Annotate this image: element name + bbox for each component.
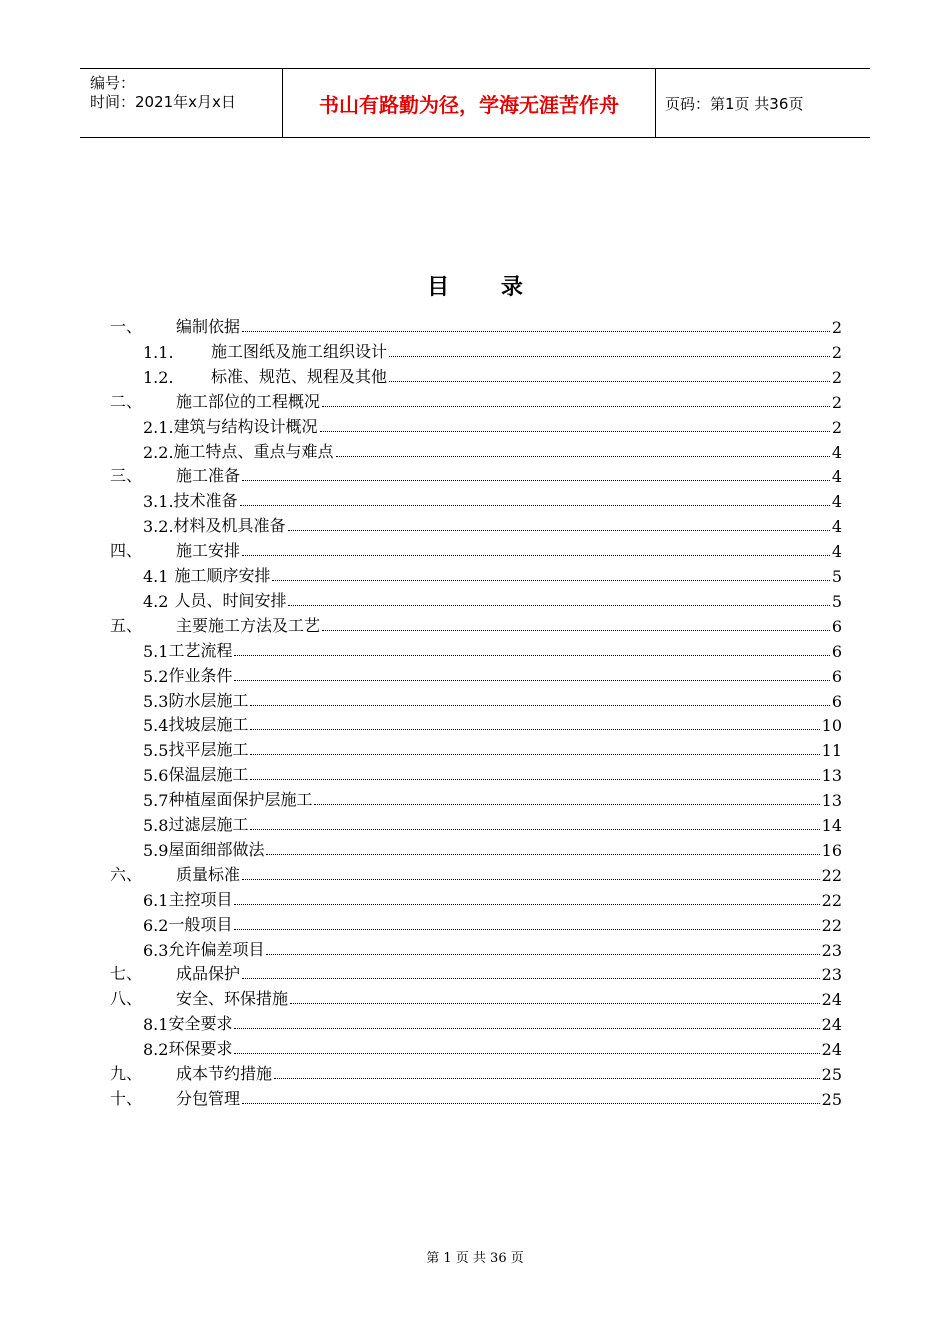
toc-entry[interactable] <box>143 586 842 611</box>
toc-entry-number: 九、 <box>110 1064 143 1083</box>
toc-entry-page: 10 <box>821 716 842 736</box>
toc-entry-number: 4.1 <box>143 567 169 586</box>
toc-entry-number: 1.2. <box>143 367 174 387</box>
toc-entry[interactable] <box>110 959 842 984</box>
toc-entry-number: 5.3 <box>143 691 169 711</box>
toc-leader-dots <box>242 1103 820 1104</box>
toc-entry-page: 24 <box>821 990 842 1010</box>
toc-entry-number: 6.2 <box>143 915 169 935</box>
toc-entry-title: 施工特点、重点与难点 <box>173 441 334 461</box>
toc-leader-dots <box>314 804 819 805</box>
toc-leader-dots <box>290 1003 820 1004</box>
toc-entry-title: 成品保护 <box>176 964 241 984</box>
toc-entry-number: 8.2 <box>143 1040 169 1060</box>
toc-entry-page: 25 <box>821 1065 842 1084</box>
toc-entry-number: 六、 <box>110 864 143 884</box>
time-label: 时间：2021年x月x日 <box>90 93 236 111</box>
toc-entry[interactable] <box>143 885 842 910</box>
toc-leader-dots <box>322 406 830 407</box>
code-label: 编号： <box>90 74 136 92</box>
toc-entry-title: 建筑与结构设计概况 <box>173 416 318 436</box>
toc-leader-dots <box>234 1028 819 1029</box>
toc-entry[interactable] <box>143 1009 842 1034</box>
toc-entry[interactable] <box>143 337 842 362</box>
toc-entry-title: 主控项目 <box>168 889 233 909</box>
toc-entry-title: 允许偏差项目 <box>168 939 265 959</box>
toc-entry-number: 5.2 <box>143 666 169 686</box>
toc-entry-number: 1.1. <box>143 342 174 362</box>
toc-leader-dots <box>242 879 820 880</box>
toc-entry-number: 3.1. <box>143 492 174 512</box>
toc-entry-number: 8.1 <box>143 1015 169 1035</box>
toc-entry-title: 质量标准 <box>176 864 241 884</box>
toc-leader-dots <box>288 530 830 531</box>
toc-leader-dots <box>272 580 829 581</box>
toc-entry-title: 施工图纸及施工组织设计 <box>211 341 388 361</box>
toc-entry-number: 七、 <box>110 964 143 984</box>
toc-entry-page: 4 <box>831 542 842 562</box>
toc-entry-title: 施工部位的工程概况 <box>176 391 321 411</box>
toc-entry-page: 5 <box>831 567 842 586</box>
toc-leader-dots <box>242 555 830 556</box>
toc-entry-page: 6 <box>831 666 842 686</box>
toc-entry-number: 5.5 <box>143 741 169 761</box>
toc-entry[interactable] <box>110 461 842 486</box>
toc-entry[interactable] <box>143 935 842 960</box>
toc-entry-page: 22 <box>821 865 842 885</box>
toc-leader-dots <box>250 754 819 755</box>
toc-leader-dots <box>288 605 829 606</box>
toc-leader-dots <box>242 480 830 481</box>
toc-entry-page: 2 <box>831 417 842 437</box>
toc-entry-number: 五、 <box>110 615 143 635</box>
toc-entry[interactable] <box>143 511 842 536</box>
toc-entry[interactable] <box>110 1059 842 1084</box>
toc-entry-number: 四、 <box>110 541 143 561</box>
toc-entry-number: 十、 <box>110 1088 143 1108</box>
toc-entry-page: 2 <box>831 318 842 337</box>
toc-entry-number: 5.6 <box>143 766 169 786</box>
toc-leader-dots <box>250 779 819 780</box>
page-info-text: 页码：第1页 共36页 <box>665 94 804 113</box>
toc-entry-page: 4 <box>831 467 842 487</box>
toc-entry-page: 2 <box>831 392 842 412</box>
toc-entry[interactable] <box>143 785 842 810</box>
toc-entry-page: 23 <box>821 940 842 960</box>
toc-entry-title: 工艺流程 <box>168 640 233 660</box>
toc-entry-number: 5.8 <box>143 816 169 835</box>
toc-entry-number: 二、 <box>110 391 143 411</box>
toc-entry-page: 16 <box>821 840 842 860</box>
toc-entry-title: 种植屋面保护层施工 <box>168 790 313 810</box>
toc-entry[interactable] <box>110 536 842 561</box>
toc-leader-dots <box>242 331 830 332</box>
toc-entry[interactable] <box>143 835 842 860</box>
toc-entry-number: 三、 <box>110 466 143 486</box>
toc-entry-title: 人员、时间安排 <box>174 590 287 610</box>
toc-leader-dots <box>242 978 820 979</box>
toc-title: 目 录 <box>427 274 545 300</box>
toc-entry[interactable] <box>143 661 842 686</box>
page-footer: 第 1 页 共 36 页 <box>426 1251 524 1266</box>
toc-entry-title: 标准、规范、规程及其他 <box>211 366 388 386</box>
toc-entry[interactable] <box>143 686 842 711</box>
toc-entry-number: 4.2 <box>143 591 169 611</box>
toc-leader-dots <box>336 456 830 457</box>
toc-entry-page: 6 <box>831 616 842 636</box>
toc-entry-number: 5.9 <box>143 840 169 860</box>
toc-entry-title: 施工顺序安排 <box>174 566 271 585</box>
toc-entry-title: 施工安排 <box>176 541 241 561</box>
toc-entry-number: 八、 <box>110 989 143 1009</box>
toc-entry-title: 环保要求 <box>168 1039 233 1059</box>
toc-leader-dots <box>234 1053 819 1054</box>
toc-entry-page: 25 <box>821 1089 842 1109</box>
toc-leader-dots <box>234 655 829 656</box>
toc-leader-dots <box>389 381 830 382</box>
toc-entry[interactable] <box>143 760 842 785</box>
toc-entry[interactable] <box>110 860 842 885</box>
toc-entry-title: 主要施工方法及工艺 <box>176 615 321 635</box>
toc-entry-title: 找坡层施工 <box>168 715 249 735</box>
page-header <box>80 68 870 138</box>
header-page-info <box>655 69 870 137</box>
toc-entry-number: 5.1 <box>143 641 169 661</box>
toc-entry-number: 6.3 <box>143 940 169 960</box>
toc-entry[interactable] <box>110 984 842 1009</box>
toc-leader-dots <box>320 431 830 432</box>
toc-leader-dots <box>266 854 819 855</box>
toc-leader-dots <box>250 705 829 706</box>
toc-entry-page: 2 <box>831 367 842 387</box>
toc-entry-number: 2.1. <box>143 417 174 437</box>
toc-entry[interactable] <box>143 1034 842 1059</box>
toc-entry-page: 13 <box>821 791 842 811</box>
toc-entry[interactable] <box>143 810 842 835</box>
header-motto-cell <box>282 69 656 137</box>
toc-leader-dots <box>234 904 819 905</box>
header-meta <box>80 69 282 137</box>
toc-entry[interactable] <box>143 710 842 735</box>
toc-entry-page: 22 <box>821 915 842 935</box>
toc-entry-page: 24 <box>821 1015 842 1035</box>
toc-entry-title: 屋面细部做法 <box>168 839 265 859</box>
toc-leader-dots <box>240 505 830 506</box>
toc-entry-title: 过滤层施工 <box>168 815 249 834</box>
toc-entry-title: 成本节约措施 <box>176 1064 273 1083</box>
toc-entry-number: 3.2. <box>143 517 174 537</box>
toc-leader-dots <box>234 680 829 681</box>
toc-entry-title: 保温层施工 <box>168 765 249 785</box>
toc-entry-title: 安全要求 <box>168 1014 233 1034</box>
toc-entry-page: 13 <box>821 766 842 786</box>
toc-entry[interactable] <box>110 1084 842 1109</box>
toc-entry-page: 6 <box>831 691 842 711</box>
toc-entry[interactable] <box>143 362 842 387</box>
toc-entry[interactable] <box>143 437 842 462</box>
toc-entry-title: 材料及机具准备 <box>173 516 286 536</box>
toc-entry-title: 施工准备 <box>176 466 241 486</box>
toc-entry-page: 4 <box>831 517 842 537</box>
toc-entry-number: 5.7 <box>143 791 169 811</box>
toc-entry-title: 找平层施工 <box>168 740 249 760</box>
toc-entry-title: 分包管理 <box>176 1088 241 1108</box>
toc-leader-dots <box>389 356 830 357</box>
toc-entry[interactable] <box>110 312 842 337</box>
toc-entry[interactable] <box>143 486 842 511</box>
toc-entry-number: 一、 <box>110 317 143 336</box>
toc-entry[interactable] <box>143 910 842 935</box>
toc-entry[interactable] <box>110 611 842 636</box>
toc-entry[interactable] <box>110 387 842 412</box>
toc-leader-dots <box>266 954 819 955</box>
toc-entry-page: 24 <box>821 1040 842 1060</box>
toc-entry-title: 安全、环保措施 <box>176 989 289 1009</box>
toc-entry-title: 一般项目 <box>168 914 233 934</box>
toc-entry[interactable] <box>143 735 842 760</box>
toc-entry-number: 5.4 <box>143 716 169 736</box>
toc-entry-title: 编制依据 <box>176 317 241 336</box>
toc-entry-page: 4 <box>831 492 842 512</box>
toc-entry-page: 4 <box>831 442 842 462</box>
toc-entry-page: 23 <box>821 965 842 985</box>
toc-entry[interactable] <box>143 412 842 437</box>
toc-leader-dots <box>274 1078 820 1079</box>
toc-entry-page: 6 <box>831 641 842 661</box>
toc-entry-title: 技术准备 <box>173 491 238 511</box>
toc-leader-dots <box>322 630 830 631</box>
toc-entry-title: 作业条件 <box>168 665 233 685</box>
toc-entry-page: 5 <box>831 591 842 611</box>
motto-text: 书山有路勤为径，学海无涯苦作舟 <box>319 92 619 117</box>
toc-entry-page: 22 <box>821 890 842 910</box>
toc-entry[interactable] <box>143 561 842 586</box>
toc-leader-dots <box>250 829 819 830</box>
toc-entry-number: 6.1 <box>143 890 169 910</box>
toc-entry-page: 2 <box>831 342 842 362</box>
toc-entry[interactable] <box>143 636 842 661</box>
toc-entry-number: 2.2. <box>143 442 174 462</box>
toc-entry-page: 11 <box>821 741 842 761</box>
toc-leader-dots <box>234 929 819 930</box>
toc-entry-page: 14 <box>821 816 842 835</box>
toc-entry-title: 防水层施工 <box>168 690 249 710</box>
toc-leader-dots <box>250 729 819 730</box>
